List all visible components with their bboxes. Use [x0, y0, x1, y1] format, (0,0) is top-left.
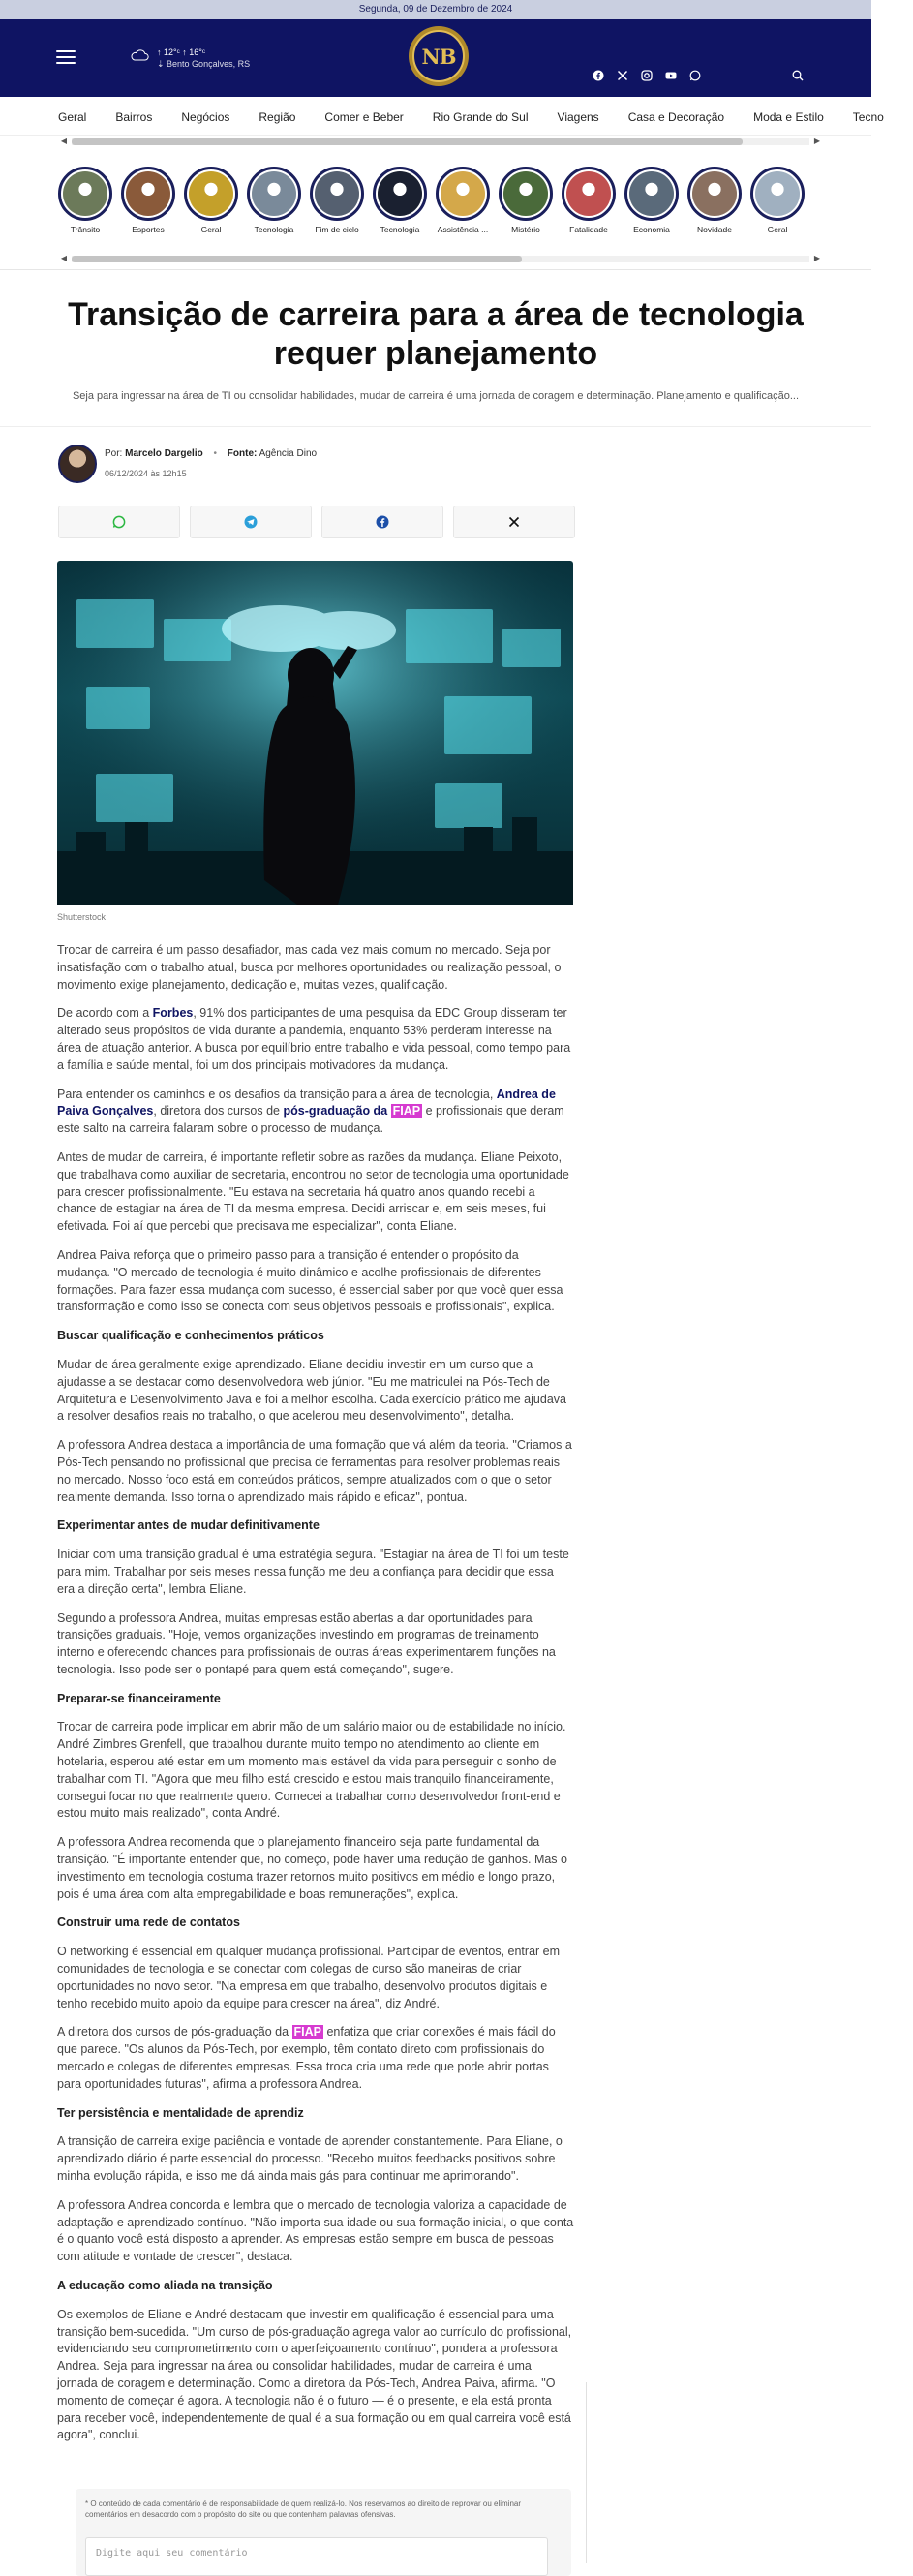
- paragraph: A diretora dos cursos de pós-graduação da FIAP enfatiza que criar conexões é mais fácil do que parece. "Os alunos da Pós-Tech, por exemplo, têm contato direto com profissionais do mercado e colegas de diferentes empresas. Essa troca cria uma rede que pode abrir portas para oportunidades futuras", afirma a professora Andrea.: [57, 2025, 556, 2091]
- story-thumbnail: [624, 167, 679, 221]
- nav-item[interactable]: Casa e Decoração: [627, 110, 725, 124]
- social-links: [593, 70, 701, 81]
- story-label: Assistência ...: [437, 225, 489, 234]
- share-whatsapp-button[interactable]: [58, 506, 180, 538]
- nav-item[interactable]: Moda e Estilo: [753, 110, 824, 124]
- story-item[interactable]: [184, 167, 238, 234]
- current-date: Segunda, 09 de Dezembro de 2024: [358, 4, 513, 15]
- divider: [586, 2382, 587, 2563]
- forbes-link[interactable]: Forbes: [152, 1006, 194, 1021]
- avatar[interactable]: [58, 445, 97, 483]
- comments-disclaimer: * O conteúdo de cada comentário é de responsabilidade de quem realizá-lo. Nos reservamos ao direito de reprovar ou eliminar comentários em desacordo com o propósito do site ou que contenham palavras ofensivas.: [85, 2499, 522, 2519]
- story-item[interactable]: [687, 167, 742, 234]
- publish-date: 06/12/2024 às 12h15: [105, 469, 187, 478]
- paragraph: A professora Andrea recomenda que o planejamento financeiro seja parte fundamental da transição. "É importante entender que, no começo, pode haver uma redução de ganhos. Mas o investimento em tecnologia costuma trazer retornos muito positivos em médio e longo prazo, pois é uma área com alta empregabilidade e boas remunerações", explica.: [57, 1835, 567, 1901]
- paragraph: A professora Andrea concorda e lembra que o mercado de tecnologia valoriza a capacidade de adaptação e aprendizado contínuo. "Não importa sua idade ou sua formação inicial, o que conta é o quanto você está disposto a aprender. As empresas estão sempre em busca de pessoas com atitude e vontade de crescer", destaca.: [57, 2197, 574, 2264]
- story-thumbnail: [750, 167, 805, 221]
- story-thumbnail: [58, 167, 112, 221]
- byline: Por: Marcelo Dargelio • Fonte: Agência Dino: [105, 448, 318, 459]
- story-label: Mistério: [511, 225, 540, 234]
- nav-item[interactable]: Comer e Beber: [324, 110, 404, 124]
- nav-scrollbar[interactable]: [58, 136, 823, 147]
- share-x-button[interactable]: [453, 506, 575, 538]
- story-label: Geral: [767, 225, 788, 234]
- weather-temps: ↑ 12°ᶜ ↑ 16°ᶜ: [157, 47, 206, 57]
- story-item[interactable]: [121, 167, 175, 234]
- category-nav: [0, 97, 884, 136]
- headline-block: [0, 266, 871, 402]
- nav-item[interactable]: Região: [259, 110, 296, 124]
- scroll-thumb[interactable]: [72, 138, 743, 145]
- paragraph: A professora Andrea destaca a importância de uma formação que vá além da teoria. "Criamos a Pós-Tech pensando no profissional que precisa de ferramentas para resolver problemas reais no mercado. Nosso foco está em conteúdos práticos, sempre atualizados com o que o setor realmente demanda. Isso torna o aprendizado mais rápido e eficaz", pontua.: [57, 1438, 572, 1504]
- paragraph: Os exemplos de Eliane e André destacam que investir em qualificação é essencial para uma transição bem-sucedida. "Um curso de pós-graduação agrega valor ao currículo do profissional, evidenciando seu comprometimento com o aperfeiçoamento contínuo", pondera a professora Andrea. Seja para ingressar na área ou consolidar habilidades, mudar de carreira é uma jornada de coragem e determinação. Como a diretora da Pós-Tech, Andrea Paiva, afirma. "O momento de começar é agora. A tecnologia não é o futuro — é o presente, e ela está pronta para receber você, independentemente de qual é a sua formação ou em qual carreira você está agora", conclui.: [57, 2307, 572, 2442]
- whatsapp-icon: [112, 515, 126, 529]
- story-item[interactable]: [499, 167, 553, 234]
- author-name[interactable]: Marcelo Dargelio: [125, 448, 203, 459]
- share-buttons: [58, 506, 575, 538]
- andrea-link[interactable]: Andrea de Paiva Gonçalves: [57, 1087, 556, 1119]
- story-thumbnail: [184, 167, 238, 221]
- paragraph: Antes de mudar de carreira, é importante refletir sobre as razões da mudança. Eliane Peixoto, que trabalhava como auxiliar de secretaria, encontrou no setor de tecnologia uma oportunidade para crescer profissionalmente. "Eu estava na secretaria há quatro anos quando recebi a chance de estagiar na área de TI da mesma empresa. Decidi arriscar e, em seis meses, fui efetivada. Foi aí que percebi que precisava me especializar", conta Eliane.: [57, 1150, 569, 1234]
- story-thumbnail: [499, 167, 553, 221]
- paragraph: De acordo com a Forbes, 91% dos participantes de uma pesquisa da EDC Group disseram ter alterado seus propósitos de vida durante a pandemia, enquanto 53% perderam interesse na área de atuação anterior. A busca por equilíbrio entre trabalho e vida pessoal, como tempo para a família e saúde mental, foi um dos principais motivadores da mudança.: [57, 1006, 571, 1072]
- story-item[interactable]: [436, 167, 490, 234]
- comment-input[interactable]: Digite aqui seu comentário: [85, 2537, 548, 2576]
- story-thumbnail: [310, 167, 364, 221]
- whatsapp-icon[interactable]: [689, 70, 701, 81]
- instagram-icon[interactable]: [641, 70, 653, 81]
- article-body: [57, 942, 574, 2456]
- weather-city: ⇣ Bento Gonçalves, RS: [157, 59, 251, 69]
- story-thumbnail: [687, 167, 742, 221]
- story-item[interactable]: [373, 167, 427, 234]
- fiap-highlight[interactable]: FIAP: [293, 2025, 321, 2039]
- stories-scrollbar[interactable]: [58, 253, 823, 264]
- paragraph: A transição de carreira exige paciência e vontade de aprender constantemente. Para Eliane, o aprendizado diário é parte essencial do processo. "Recebo muitos feedbacks positivos sobre minha evolução rápida, e isso me dá ainda mais gás para continuar me aprimorando".: [57, 2134, 563, 2184]
- story-item[interactable]: [58, 167, 112, 234]
- story-label: Fatalidade: [569, 225, 608, 234]
- nav-item[interactable]: Tecno: [852, 110, 884, 124]
- paragraph: Trocar de carreira pode implicar em abrir mão de um salário maior ou de estabilidade no início. André Zimbres Grenfell, que trabalhou durante muito tempo no atendimento ao cliente em hotelaria, esperou até estar em um momento mais estável da vida para perseguir o sonho de trabalhar com TI. "Agora que meu filho está crescido e estou mais tranquilo financeiramente, consegui focar no que realmente quero. Comecei a trabalhar como desenvolvedor front-end e estou muito mais realizado", conta André.: [57, 1720, 566, 1821]
- facebook-icon: [376, 515, 389, 529]
- story-thumbnail: [247, 167, 301, 221]
- x-icon: [508, 516, 520, 528]
- paragraph: Mudar de área geralmente exige aprendizado. Eliane decidiu investir em um curso que a ajudasse a se destacar como desenvolvedora web júnior. "Eu me matriculei na Pós-Tech de Arquitetura e Desenvolvimento Java e foi a melhor escolha. Cada exercício prático me ajudava a resolver desafios reais no trabalho, o que acelerou meu desenvolvimento", detalha.: [57, 1357, 566, 1424]
- section-heading: Preparar-se financeiramente: [57, 1691, 221, 1705]
- source-name: Agência Dino: [259, 448, 318, 459]
- paragraph: Para entender os caminhos e os desafios da transição para a área de tecnologia, Andrea de Paiva Gonçalves, diretora dos cursos de pós-graduação da FIAP e profissionais que deram este salto na carreira falaram sobre o processo de mudança.: [57, 1087, 564, 1136]
- section-heading: A educação como aliada na transição: [57, 2279, 273, 2292]
- share-telegram-button[interactable]: [190, 506, 312, 538]
- section-heading: Ter persistência e mentalidade de aprendiz: [57, 2105, 304, 2120]
- scroll-left-icon[interactable]: ◀: [60, 137, 68, 145]
- date-bar: [0, 0, 871, 19]
- paragraph: Iniciar com uma transição gradual é uma estratégia segura. "Estagiar na área de TI foi um teste para mim. Trabalhar por seis meses nessa função me deu a confiança para decidir que essa era a direção certa", lembra Eliane.: [57, 1548, 569, 1596]
- story-label: Novidade: [697, 225, 732, 234]
- story-label: Tecnologia: [380, 225, 420, 234]
- nav-item[interactable]: Bairros: [115, 110, 153, 124]
- comments-section: [76, 2489, 571, 2576]
- nav-item[interactable]: Geral: [58, 110, 87, 124]
- story-label: Fim de ciclo: [315, 225, 359, 234]
- paragraph: Andrea Paiva reforça que o primeiro passo para a transição é entender o propósito da mudança. "O mercado de tecnologia é muito dinâmico e acolhe profissionais de diferentes formações. Para fazer essa mudança com sucesso, é essencial saber por que você quer essa transformação e como isso se conecta com seus objetivos pessoais e profissionais", explica.: [57, 1247, 563, 1314]
- story-label: Esportes: [132, 225, 165, 234]
- story-label: Economia: [633, 225, 670, 234]
- paragraph: Segundo a professora Andrea, muitas empresas estão abertas a dar oportunidades para transições graduais. "Hoje, vemos organizações investindo em programas de treinamento interno e oferecendo chances para profissionais de outras áreas experimentarem funções na tecnologia. Isso pode ser o pontapé para quem está começando", sugere.: [57, 1610, 556, 1676]
- fiap-highlight[interactable]: FIAP: [392, 1104, 421, 1119]
- story-label: Trânsito: [70, 225, 101, 234]
- menu-icon[interactable]: [56, 50, 76, 64]
- telegram-icon: [244, 515, 258, 529]
- section-heading: Construir uma rede de contatos: [57, 1916, 240, 1930]
- pos-graduacao-link[interactable]: pós-graduação da: [283, 1104, 391, 1119]
- section-heading: Buscar qualificação e conhecimentos práticos: [57, 1329, 324, 1343]
- story-thumbnail: [436, 167, 490, 221]
- category-list: [58, 110, 913, 124]
- nav-item[interactable]: Rio Grande do Sul: [432, 110, 529, 124]
- page-title: Transição de carreira para a área de tecnologia requer planejamento: [68, 296, 804, 372]
- story-thumbnail: [121, 167, 175, 221]
- stories-strip: [0, 147, 871, 263]
- story-item[interactable]: [562, 167, 616, 234]
- paragraph: O networking é essencial em qualquer mudança profissional. Participar de eventos, entrar em comunidades de tecnologia e se conectar com colegas de curso são maneiras de criar oportunidades no novo setor. "Na empresa em que trabalho, desenvolvo produtos digitais e tenho recebido muito apoio da equipe para crescer na área", diz André.: [57, 1945, 561, 2010]
- facebook-icon[interactable]: [593, 70, 604, 81]
- share-facebook-button[interactable]: [321, 506, 443, 538]
- section-heading: Experimentar antes de mudar definitivamente: [57, 1518, 320, 1533]
- story-label: Tecnologia: [254, 225, 294, 234]
- story-item[interactable]: [750, 167, 805, 234]
- story-thumbnail: [562, 167, 616, 221]
- story-label: Geral: [200, 225, 222, 234]
- scroll-left-icon[interactable]: ◀: [60, 254, 68, 262]
- scroll-thumb[interactable]: [72, 256, 522, 262]
- search-icon[interactable]: [792, 70, 804, 81]
- paragraph: Trocar de carreira é um passo desafiador, mas cada vez mais comum no mercado. Seja por insatisfação com o trabalho atual, busca por melhores oportunidades ou realização pessoal, o movimento exige planejamento, dedicação e, muitas vezes, qualificação.: [57, 943, 562, 992]
- story-item[interactable]: [624, 167, 679, 234]
- site-header: [0, 19, 871, 97]
- nav-item[interactable]: Negócios: [181, 110, 230, 124]
- youtube-icon[interactable]: [665, 70, 677, 81]
- nav-item[interactable]: Viagens: [557, 110, 599, 124]
- article-subtitle: Seja para ingressar na área de TI ou consolidar habilidades, mudar de carreira é uma jornada de coragem e determinação. Planejamento e qualificação...: [72, 390, 800, 402]
- story-thumbnail: [373, 167, 427, 221]
- x-icon[interactable]: [617, 70, 628, 81]
- story-item[interactable]: [310, 167, 364, 234]
- cloud-icon: [130, 48, 149, 62]
- image-credit: Shutterstock: [57, 912, 107, 922]
- site-logo[interactable]: NB: [409, 26, 469, 86]
- scroll-right-icon[interactable]: ▶: [813, 254, 821, 262]
- hero-image: [57, 561, 573, 905]
- story-item[interactable]: [247, 167, 301, 234]
- scroll-right-icon[interactable]: ▶: [813, 137, 821, 145]
- author-block: [0, 426, 871, 509]
